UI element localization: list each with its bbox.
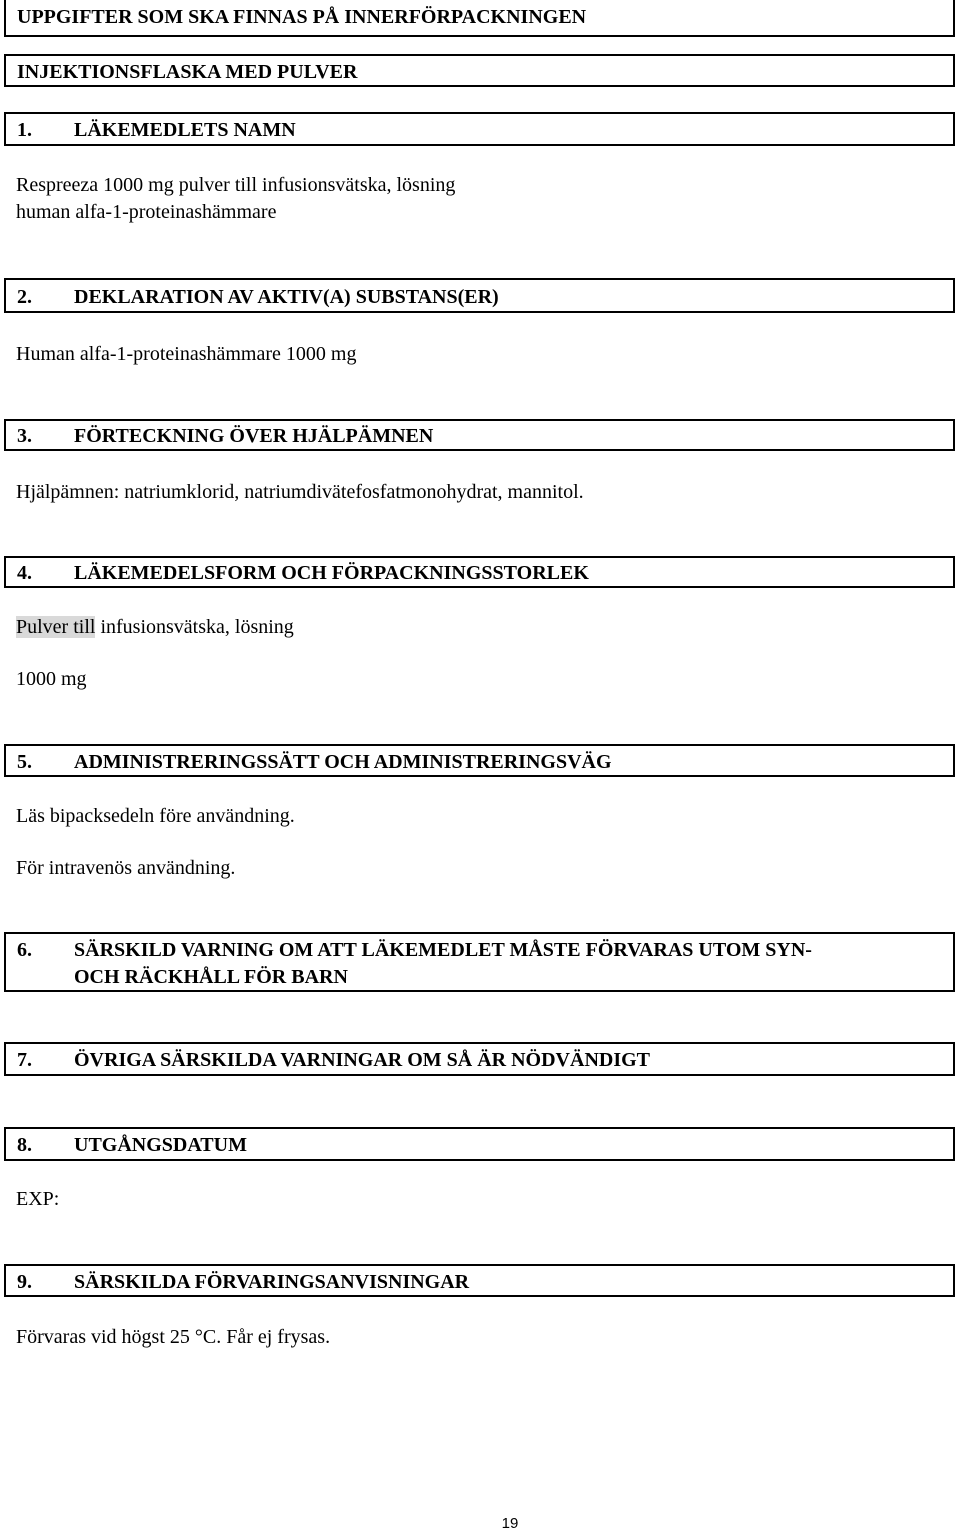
admin-instruction: Läs bipacksedeln före användning. xyxy=(16,805,295,827)
section-title: FÖRTECKNING ÖVER HJÄLPÄMNEN xyxy=(74,425,434,447)
pack-size: 1000 mg xyxy=(16,668,87,690)
excipients: Hjälpämnen: natriumklorid, natriumdivätefosfatmonohydrat, mannitol. xyxy=(16,481,584,503)
pharmaceutical-form xyxy=(16,614,294,640)
expiry-label: EXP: xyxy=(16,1188,60,1210)
section-7-heading xyxy=(4,1042,955,1076)
section-title: ÖVRIGA SÄRSKILDA VARNINGAR OM SÅ ÄR NÖDVÄNDIGT xyxy=(74,1049,651,1071)
section-number: 7. xyxy=(17,1049,32,1071)
form-highlight: Pulver till xyxy=(16,616,96,638)
section-number: 8. xyxy=(17,1134,32,1156)
section-number: 2. xyxy=(17,286,32,308)
admin-route: För intravenös användning. xyxy=(16,857,236,879)
header-title-box xyxy=(4,0,955,37)
product-name-inn: human alfa-1-proteinashämmare xyxy=(16,201,277,223)
section-number: 5. xyxy=(17,751,32,773)
section-5-heading xyxy=(4,744,955,777)
section-number: 6. xyxy=(17,939,32,961)
section-title: LÄKEMEDLETS NAMN xyxy=(74,119,296,141)
section-6-heading xyxy=(4,932,955,992)
section-4-heading xyxy=(4,556,955,588)
storage-instructions: Förvaras vid högst 25 °C. Får ej frysas. xyxy=(16,1326,331,1348)
header-subtitle-box xyxy=(4,54,955,87)
section-title: DEKLARATION AV AKTIV(A) SUBSTANS(ER) xyxy=(74,286,499,308)
section-9-heading xyxy=(4,1264,955,1297)
form-rest: infusionsvätska, lösning xyxy=(95,616,294,638)
section-2-heading xyxy=(4,278,955,313)
header-subtitle: INJEKTIONSFLASKA MED PULVER xyxy=(17,61,358,83)
section-number: 1. xyxy=(17,119,32,141)
product-name: Respreeza 1000 mg pulver till infusionsvätska, lösning xyxy=(16,174,456,196)
section-title-line1: SÄRSKILD VARNING OM ATT LÄKEMEDLET MÅSTE FÖRVARAS UTOM SYN- xyxy=(74,939,812,961)
section-title: SÄRSKILDA FÖRVARINGSANVISNINGAR xyxy=(74,1271,470,1293)
section-number: 3. xyxy=(17,425,32,447)
section-title-line2: OCH RÄCKHÅLL FÖR BARN xyxy=(74,966,348,988)
header-title: UPPGIFTER SOM SKA FINNAS PÅ INNERFÖRPACKNINGEN xyxy=(17,6,587,28)
section-title: ADMINISTRERINGSSÄTT OCH ADMINISTRERINGSVÄG xyxy=(74,751,612,773)
section-3-heading xyxy=(4,419,955,451)
section-number: 4. xyxy=(17,562,32,584)
section-title: LÄKEMEDELSFORM OCH FÖRPACKNINGSSTORLEK xyxy=(74,562,589,584)
section-title: UTGÅNGSDATUM xyxy=(74,1134,247,1156)
section-8-heading xyxy=(4,1127,955,1161)
active-substance: Human alfa-1-proteinashämmare 1000 mg xyxy=(16,343,357,365)
page-number: 19 xyxy=(501,1515,519,1532)
section-1-heading xyxy=(4,112,955,146)
section-number: 9. xyxy=(17,1271,32,1293)
